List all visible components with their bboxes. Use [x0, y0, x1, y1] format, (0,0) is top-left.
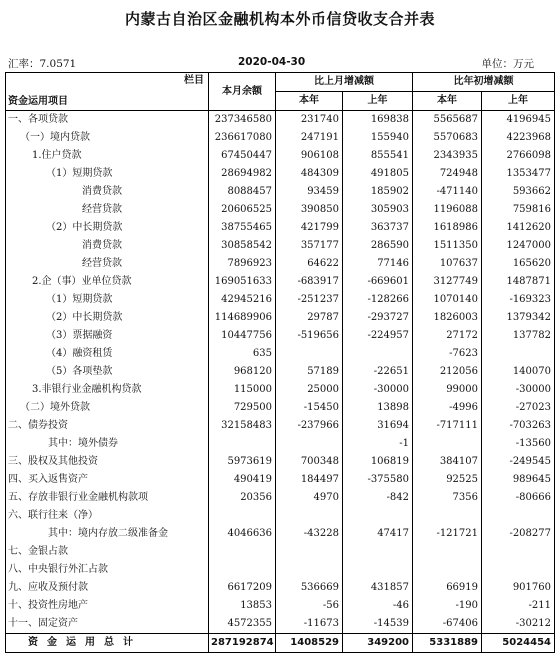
row-value: 231740 [276, 111, 343, 130]
row-value: -15450 [276, 399, 343, 417]
table-row [6, 363, 555, 381]
row-value: 759816 [482, 201, 555, 219]
row-value [343, 561, 413, 579]
total-row [6, 634, 555, 653]
row-value: 20606525 [209, 201, 276, 219]
row-value: 30858542 [209, 237, 276, 255]
row-value: 38755465 [209, 219, 276, 237]
total-value: 5024454 [482, 634, 555, 653]
row-label: （1）短期贷款 [6, 165, 209, 183]
row-value: 1247000 [482, 237, 555, 255]
row-value [209, 507, 276, 525]
row-label: （4）融资租赁 [6, 345, 209, 363]
header-vs-last-month: 比上月增减额 [276, 73, 413, 92]
table-row [6, 219, 555, 237]
row-value: -249545 [482, 453, 555, 471]
row-value: 4970 [276, 489, 343, 507]
row-value: 93459 [276, 183, 343, 201]
row-value [413, 543, 482, 561]
row-value: 536669 [276, 579, 343, 597]
row-value [209, 561, 276, 579]
row-value: 5565687 [413, 111, 482, 130]
row-label: 2.企（事）业单位贷款 [6, 273, 209, 291]
row-value: 1511350 [413, 237, 482, 255]
row-value: -683917 [276, 273, 343, 291]
row-value: 431857 [343, 579, 413, 597]
row-value: 1826003 [413, 309, 482, 327]
row-value [343, 543, 413, 561]
row-value: -211 [482, 597, 555, 615]
row-value: 64622 [276, 255, 343, 273]
row-value [343, 345, 413, 363]
row-label: 九、应收及预付款 [6, 579, 209, 597]
row-value: -27023 [482, 399, 555, 417]
table-row [6, 453, 555, 471]
row-value: -11673 [276, 615, 343, 634]
row-value: 484309 [276, 165, 343, 183]
row-label: 消费贷款 [6, 237, 209, 255]
row-value: -67406 [413, 615, 482, 634]
row-value [482, 345, 555, 363]
row-value: 47417 [343, 525, 413, 543]
row-value [413, 435, 482, 453]
row-value: -22651 [343, 363, 413, 381]
row-value: 32158483 [209, 417, 276, 435]
row-value [413, 507, 482, 525]
row-value: -703263 [482, 417, 555, 435]
row-value: -30212 [482, 615, 555, 634]
row-label: 八、中央银行外汇占款 [6, 561, 209, 579]
row-label: （5）各项垫款 [6, 363, 209, 381]
row-value: 185902 [343, 183, 413, 201]
row-label: （二）境外贷款 [6, 399, 209, 417]
row-label: （3）票据融资 [6, 327, 209, 345]
header-ytd-this-year: 本年 [413, 92, 482, 111]
table-row [6, 129, 555, 147]
row-value: 10447756 [209, 327, 276, 345]
table-row [6, 489, 555, 507]
row-label: 其中：境内存放二级准备金 [6, 525, 209, 543]
row-value: 99000 [413, 381, 482, 399]
row-value [413, 561, 482, 579]
row-label: 一、各项贷款 [6, 111, 209, 130]
header-vs-year-start: 比年初增减额 [413, 73, 555, 92]
row-value: -13560 [482, 435, 555, 453]
row-value: 169051633 [209, 273, 276, 291]
row-value: 390850 [276, 201, 343, 219]
row-value: 57189 [276, 363, 343, 381]
row-value: 901760 [482, 579, 555, 597]
row-value: -30000 [343, 381, 413, 399]
row-value: -717111 [413, 417, 482, 435]
row-value: 27172 [413, 327, 482, 345]
row-value: 729500 [209, 399, 276, 417]
row-value [276, 561, 343, 579]
row-value: 8088457 [209, 183, 276, 201]
row-value: 421799 [276, 219, 343, 237]
row-value: 7356 [413, 489, 482, 507]
row-value [276, 543, 343, 561]
row-value: 491805 [343, 165, 413, 183]
total-value: 1408529 [276, 634, 343, 653]
row-label: 消费贷款 [6, 183, 209, 201]
row-value: 66919 [413, 579, 482, 597]
row-value: 384107 [413, 453, 482, 471]
row-value: -169323 [482, 291, 555, 309]
header-month-this-year: 本年 [276, 92, 343, 111]
table-row [6, 471, 555, 489]
row-label: 1.住户贷款 [6, 147, 209, 165]
row-label: 经营贷款 [6, 255, 209, 273]
row-value: 237346580 [209, 111, 276, 130]
total-value: 5331889 [413, 634, 482, 653]
row-value: 593662 [482, 183, 555, 201]
row-value: -224957 [343, 327, 413, 345]
row-value: 2766098 [482, 147, 555, 165]
table-row [6, 561, 555, 579]
unit-label: 单位：万元 [481, 58, 534, 70]
row-value [209, 543, 276, 561]
row-label: 四、买入返售资产 [6, 471, 209, 489]
row-value: 724948 [413, 165, 482, 183]
row-value: 20356 [209, 489, 276, 507]
row-value: 5570683 [413, 129, 482, 147]
total-value: 287192874 [209, 634, 276, 653]
row-value: 4223968 [482, 129, 555, 147]
row-label: 二、债券投资 [6, 417, 209, 435]
row-value: 286590 [343, 237, 413, 255]
table-row [6, 525, 555, 543]
row-value: 968120 [209, 363, 276, 381]
row-value: -669601 [343, 273, 413, 291]
table-row [6, 273, 555, 291]
row-value: 4572355 [209, 615, 276, 634]
row-value: 5973619 [209, 453, 276, 471]
row-value: -14539 [343, 615, 413, 634]
header-corner [6, 73, 209, 111]
table-row [6, 201, 555, 219]
row-label: 三、股权及其他投资 [6, 453, 209, 471]
row-value: 1487871 [482, 273, 555, 291]
row-value: -80666 [482, 489, 555, 507]
row-value: -43228 [276, 525, 343, 543]
row-label: 十、投资性房地产 [6, 597, 209, 615]
row-value: 357177 [276, 237, 343, 255]
row-value [276, 435, 343, 453]
total-value: 349200 [343, 634, 413, 653]
row-value [482, 507, 555, 525]
row-value: 31694 [343, 417, 413, 435]
row-value: 29787 [276, 309, 343, 327]
table-row [6, 327, 555, 345]
table-row [6, 111, 555, 130]
header-balance: 本月余额 [209, 73, 276, 111]
table-row [6, 309, 555, 327]
row-value: -30000 [482, 381, 555, 399]
row-value: -128266 [343, 291, 413, 309]
row-value: -121721 [413, 525, 482, 543]
row-label: 其中：境外债券 [6, 435, 209, 453]
row-value: 1070140 [413, 291, 482, 309]
row-value: 490419 [209, 471, 276, 489]
table-row [6, 615, 555, 634]
row-value: 906108 [276, 147, 343, 165]
row-value: 1379342 [482, 309, 555, 327]
row-label: 十一、固定资产 [6, 615, 209, 634]
row-value: 169838 [343, 111, 413, 130]
row-value: -4996 [413, 399, 482, 417]
row-value: 4046636 [209, 525, 276, 543]
row-value: -7623 [413, 345, 482, 363]
row-value: 635 [209, 345, 276, 363]
row-value: 106819 [343, 453, 413, 471]
row-value: 115000 [209, 381, 276, 399]
row-value: -471140 [413, 183, 482, 201]
row-value: -842 [343, 489, 413, 507]
row-value: 165620 [482, 255, 555, 273]
row-value: 13898 [343, 399, 413, 417]
row-value: 4196945 [482, 111, 555, 130]
row-value: -237966 [276, 417, 343, 435]
row-value: -251237 [276, 291, 343, 309]
row-value: 140070 [482, 363, 555, 381]
row-value: 363737 [343, 219, 413, 237]
row-value: 42945216 [209, 291, 276, 309]
row-value: 2343935 [413, 147, 482, 165]
table-row [6, 417, 555, 435]
table-row [6, 435, 555, 453]
row-label: （2）中长期贷款 [6, 219, 209, 237]
header-ytd-last-year: 上年 [482, 92, 555, 111]
row-label: 经营贷款 [6, 201, 209, 219]
row-value: 1196088 [413, 201, 482, 219]
row-label: 五、存放非银行业金融机构款项 [6, 489, 209, 507]
report-date: 2020-04-30 [238, 56, 306, 68]
table-body [6, 111, 555, 653]
row-value: 3127749 [413, 273, 482, 291]
row-value [209, 435, 276, 453]
row-value: 236617080 [209, 129, 276, 147]
row-value [276, 345, 343, 363]
exchange-rate: 汇率：7.0571 [8, 58, 77, 70]
row-value: -46 [343, 597, 413, 615]
row-value: 155940 [343, 129, 413, 147]
row-value: 25000 [276, 381, 343, 399]
table-row [6, 579, 555, 597]
row-label: （1）短期贷款 [6, 291, 209, 309]
table-row [6, 507, 555, 525]
credit-table [5, 72, 555, 653]
row-value: -293727 [343, 309, 413, 327]
row-value: 1353477 [482, 165, 555, 183]
row-value: -1 [343, 435, 413, 453]
row-value: -519656 [276, 327, 343, 345]
row-label: 3.非银行业金融机构贷款 [6, 381, 209, 399]
table-row [6, 399, 555, 417]
row-label: 六、联行往来（净） [6, 507, 209, 525]
row-value: 28694982 [209, 165, 276, 183]
header-lanmu: 栏目 [184, 75, 204, 86]
page-title: 内蒙古自治区金融机构本外币信贷收支合并表 [124, 10, 435, 28]
table-row [6, 237, 555, 255]
row-value [343, 507, 413, 525]
row-value: 77146 [343, 255, 413, 273]
table-row [6, 255, 555, 273]
table-row [6, 597, 555, 615]
row-value: 1412620 [482, 219, 555, 237]
row-value: 305903 [343, 201, 413, 219]
row-label: 七、金银占款 [6, 543, 209, 561]
table-row [6, 147, 555, 165]
row-value: 137782 [482, 327, 555, 345]
row-value: 92525 [413, 471, 482, 489]
row-value [482, 561, 555, 579]
table-row [6, 345, 555, 363]
row-label: （一）境内贷款 [6, 129, 209, 147]
row-value: 6617209 [209, 579, 276, 597]
total-label: 资金运用总计 [6, 634, 209, 653]
table-row [6, 165, 555, 183]
row-value: -375580 [343, 471, 413, 489]
row-value: 13853 [209, 597, 276, 615]
table-row [6, 183, 555, 201]
row-value: 247191 [276, 129, 343, 147]
row-value: 989645 [482, 471, 555, 489]
row-value: -56 [276, 597, 343, 615]
table-row [6, 381, 555, 399]
row-value [482, 543, 555, 561]
header-month-last-year: 上年 [343, 92, 413, 111]
row-label: （2）中长期贷款 [6, 309, 209, 327]
row-value: 67450447 [209, 147, 276, 165]
row-value: 1618986 [413, 219, 482, 237]
row-value: 855541 [343, 147, 413, 165]
row-value: 184497 [276, 471, 343, 489]
row-value: -190 [413, 597, 482, 615]
row-value: 107637 [413, 255, 482, 273]
table-row [6, 543, 555, 561]
row-value: 7896923 [209, 255, 276, 273]
row-value: 700348 [276, 453, 343, 471]
row-value: 212056 [413, 363, 482, 381]
row-value: -208277 [482, 525, 555, 543]
header-item: 资金运用项目 [8, 96, 68, 107]
row-value: 114689906 [209, 309, 276, 327]
row-value [276, 507, 343, 525]
table-row [6, 291, 555, 309]
